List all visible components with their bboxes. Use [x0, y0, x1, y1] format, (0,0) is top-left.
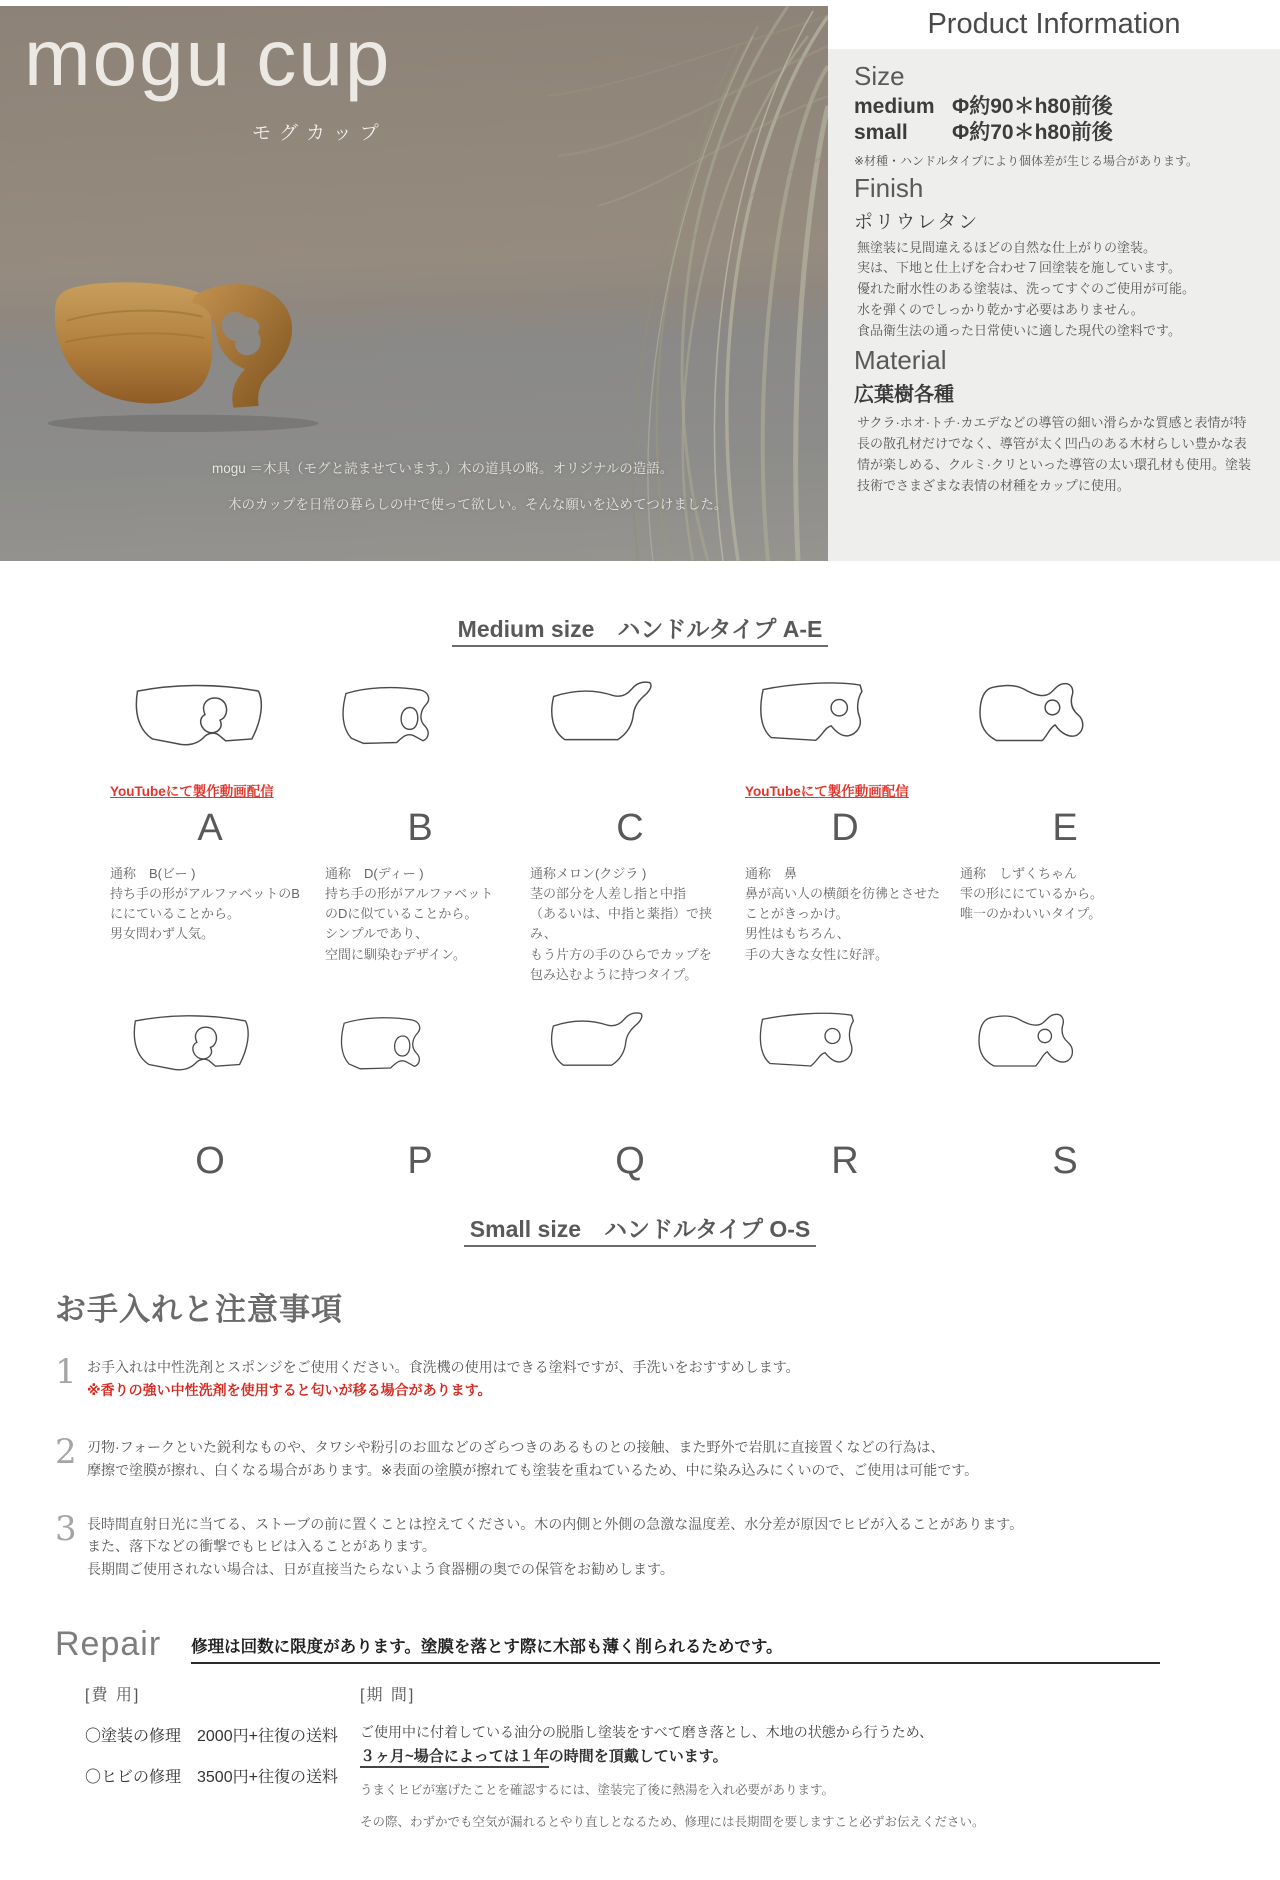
desc-line: 包み込むように持つタイプ。 — [530, 966, 698, 982]
finish-description — [854, 238, 1254, 342]
size-row-medium — [854, 94, 1254, 120]
care-item-3 — [55, 1510, 1235, 1581]
care-text — [87, 1433, 978, 1481]
youtube-link[interactable]: YouTubeにて製作動画配信 — [745, 784, 909, 799]
type-letter-e: E — [1052, 807, 1078, 849]
cup-shape-d — [745, 676, 945, 768]
cup-type-column-q — [530, 1007, 730, 1187]
care-text — [87, 1353, 800, 1401]
period-emphasized: ３ヶ月~場合によっては１年 — [360, 1748, 549, 1768]
care-item-2 — [55, 1433, 1235, 1481]
cost-item: 〇ヒビの修理 3500円+往復の送料 — [85, 1768, 338, 1786]
type-description-c — [530, 864, 730, 985]
period-line-emphasis — [360, 1745, 1160, 1766]
type-description-d — [745, 864, 945, 965]
finish-line: 優れた耐水性のある塗装は、洗ってすぐのご使用が可能。 — [857, 281, 1196, 297]
care-line: お手入れは中性洗剤とスポンジをご使用ください。食洗機の使用はできる塗料ですが、手洗いをおすすめします。 — [87, 1358, 800, 1375]
care-line: 刃物·フォークといた鋭利なものや、タワシや粉引のお皿などのざらつきのあるものとの接触、また野外で岩肌に直接置くなどの行為は、 — [87, 1439, 945, 1456]
wooden-cup-photo — [38, 242, 338, 442]
product-info-body — [828, 49, 1280, 561]
cup-type-column-a — [110, 676, 310, 985]
caption-line: 木のカップを日常の暮らしの中で使って欲しい。そんな願いを込めてつけました。 — [228, 496, 728, 512]
desc-line: （あるいは、中指と薬指）で挟み、 — [530, 906, 713, 942]
product-info-heading: Product Information — [828, 0, 1280, 49]
type-letter-p: P — [407, 1139, 433, 1182]
type-description-b — [325, 864, 515, 965]
care-number: 3 — [55, 1508, 77, 1549]
care-warning-red: ※香りの強い中性洗剤を使用すると匂いが移る場合があります。 — [87, 1381, 492, 1398]
type-letter-c: C — [616, 807, 644, 849]
desc-line: もう片方の手のひらでカップを — [530, 946, 712, 962]
type-description-a — [110, 864, 310, 945]
type-letter-b: B — [407, 807, 433, 849]
type-letter-r: R — [831, 1139, 859, 1182]
desc-line: 唯一のかわいいタイプ。 — [960, 906, 1102, 922]
desc-line: 通称メロン(クジラ ) — [530, 866, 647, 881]
size-note: ※材種・ハンドルタイプにより個体差が生じる場合があります。 — [854, 153, 1199, 168]
care-item-1 — [55, 1353, 1235, 1401]
care-line: 長期間ご使用されない場合は、日が直接当たらないよう食器棚の奥での保管をお勧めします。 — [87, 1560, 674, 1577]
care-heading: お手入れと注意事項 — [55, 1291, 343, 1327]
cup-type-column-b — [325, 676, 515, 985]
desc-line: 通称 B(ビー ) — [110, 866, 196, 881]
caption-line: mogu ＝木具（モグと読ませています。）木の道具の略。オリジナルの造語。 — [212, 461, 674, 476]
cup-shape-a — [110, 676, 310, 768]
medium-size-heading: Medium size ハンドルタイプ A-E — [0, 611, 1280, 644]
cup-type-column-d — [745, 676, 945, 985]
type-letter-q: Q — [615, 1139, 645, 1182]
size-value: Φ約70＊h80前後 — [952, 121, 1113, 145]
size-label: medium — [854, 95, 935, 118]
finish-line: 水を弾くのでしっかり乾かす必要はありません。 — [857, 301, 1144, 317]
care-number: 1 — [55, 1351, 77, 1392]
desc-line: 通称 鼻 — [745, 866, 798, 881]
finish-heading: Finish — [854, 172, 924, 203]
desc-line: 手の大きな女性に好評。 — [745, 946, 889, 962]
hero-section — [0, 0, 1280, 561]
cup-type-column-e — [960, 676, 1170, 985]
desc-line: のDに似ていることから。 — [325, 906, 478, 922]
cup-shape-s — [960, 1007, 1170, 1091]
cup-shape-c — [530, 676, 730, 768]
desc-line: 男性はもちろん、 — [745, 926, 850, 942]
cup-shape-q — [530, 1007, 730, 1091]
spacer — [325, 780, 515, 802]
desc-line: ににていることから。 — [110, 906, 241, 922]
care-line: また、落下などの衝撃でもヒビは入ることがあります。 — [87, 1538, 436, 1555]
period-rest: の時間を頂戴しています。 — [548, 1747, 728, 1765]
desc-line: 持ち手の形がアルファベット — [325, 886, 494, 902]
repair-notice: 修理は回数に限度があります。塗膜を落とす際に木部も薄く削られるためです。 — [191, 1633, 1160, 1664]
cup-type-column-p — [325, 1007, 515, 1187]
material-name: 広葉樹各種 — [854, 384, 954, 407]
period-label: [期 間] — [360, 1686, 416, 1704]
cup-shape-r — [745, 1007, 945, 1091]
care-text — [87, 1510, 1023, 1581]
finish-line: 食品衛生法の通った日常使いに適した現代の塗料です。 — [857, 322, 1181, 338]
desc-line: シンプルであり、 — [325, 926, 429, 942]
repair-columns — [55, 1682, 1160, 1830]
care-line: 長時間直射日光に当てる、ストーブの前に置くことは控えてください。木の内側と外側の急激な温度差、水分差が原因でヒビが入ることがあります。 — [87, 1515, 1024, 1532]
desc-line: 茎の部分を人差し指と中指 — [530, 886, 687, 902]
cup-type-column-o — [110, 1007, 310, 1187]
size-row-small — [854, 120, 1254, 146]
period-note: その際、わずかでも空気が漏れるとやり直しとなるため、修理には長期間を要しますこと必ずお伝えください。 — [360, 1814, 985, 1829]
cost-item: 〇塗装の修理 2000円+往復の送料 — [85, 1727, 338, 1745]
spacer — [960, 780, 1170, 802]
care-number: 2 — [55, 1432, 77, 1473]
care-section — [55, 1284, 1235, 1581]
type-letter-a: A — [197, 807, 223, 849]
desc-line: 通称 しずくちゃん — [960, 866, 1078, 881]
hero-photo — [0, 6, 828, 561]
period-line: ご使用中に付着している油分の脱脂し塗装をすべて磨き落とし、木地の状態から行うため、 — [360, 1723, 934, 1740]
repair-header — [55, 1625, 1160, 1664]
care-line: 摩擦で塗膜が擦れ、白くなる場合があります。※表面の塗膜が擦れても塗装を重ねているため、中に染み込みにくいので、ご使用は可能です。 — [87, 1461, 979, 1478]
small-type-grid — [15, 1007, 1265, 1187]
finish-name: ポリウレタン — [854, 211, 980, 233]
cup-shape-b — [325, 676, 515, 768]
brand-caption — [212, 458, 772, 515]
type-letter-s: S — [1052, 1139, 1078, 1182]
cup-shape-p — [325, 1007, 515, 1091]
finish-line: 実は、下地と仕上げを合わせ７回塗装を施しています。 — [857, 260, 1181, 276]
spacer — [530, 780, 730, 802]
cup-type-column-c — [530, 676, 730, 985]
desc-line: 空間に馴染むデザイン。 — [325, 946, 467, 962]
youtube-link[interactable]: YouTubeにて製作動画配信 — [110, 784, 274, 799]
cup-type-column-s — [960, 1007, 1170, 1187]
desc-line: 雫の形ににているから。 — [960, 886, 1104, 902]
desc-line: 通称 D(ディー ) — [325, 866, 424, 881]
repair-section — [55, 1625, 1160, 1880]
desc-line: 男女問わず人気。 — [110, 926, 215, 942]
size-value: Φ約90＊h80前後 — [952, 95, 1113, 118]
type-description-e — [960, 864, 1170, 924]
desc-line: 持ち手の形がアルファベットのB — [110, 886, 300, 902]
finish-line: 無塗装に見間違えるほどの自然な仕上がりの塗装。 — [857, 239, 1157, 255]
small-size-heading: Small size ハンドルタイプ O-S — [0, 1211, 1280, 1244]
type-letter-d: D — [831, 807, 859, 849]
material-heading: Material — [854, 345, 947, 376]
repair-period-column — [360, 1682, 1160, 1830]
cup-shape-o — [110, 1007, 310, 1091]
desc-line: 鼻が高い人の横顔を彷彿とさせた — [745, 886, 941, 902]
size-label: small — [854, 121, 908, 145]
brand-title: mogu cup — [24, 13, 392, 102]
material-description: サクラ·ホオ·トチ·カエデなどの導管の細い滑らかな質感と表情が特長の散孔材だけでなく、導管が太く凹凸のある木材らしい豊かな表情が楽しめる、クルミ·クリといった導管の太い環孔材も使用。塗装技術でさまざまな表情の材種をカップに使用。 — [857, 415, 1251, 493]
size-heading: Size — [854, 61, 905, 91]
repair-heading: Repair — [55, 1624, 162, 1663]
brand-subtitle: モグカップ — [252, 123, 387, 144]
cost-label: [費 用] — [85, 1686, 141, 1704]
period-note: うまくヒビが塞げたことを確認するには、塗装完了後に熱湯を入れ必要があります。 — [360, 1782, 835, 1797]
medium-type-grid — [15, 676, 1265, 985]
cup-type-column-r — [745, 1007, 945, 1187]
type-letter-o: O — [195, 1139, 225, 1182]
desc-line: ことがきっかけ。 — [745, 906, 849, 922]
repair-cost-column — [55, 1682, 360, 1830]
cup-shape-e — [960, 676, 1170, 768]
product-info-panel — [828, 0, 1280, 561]
